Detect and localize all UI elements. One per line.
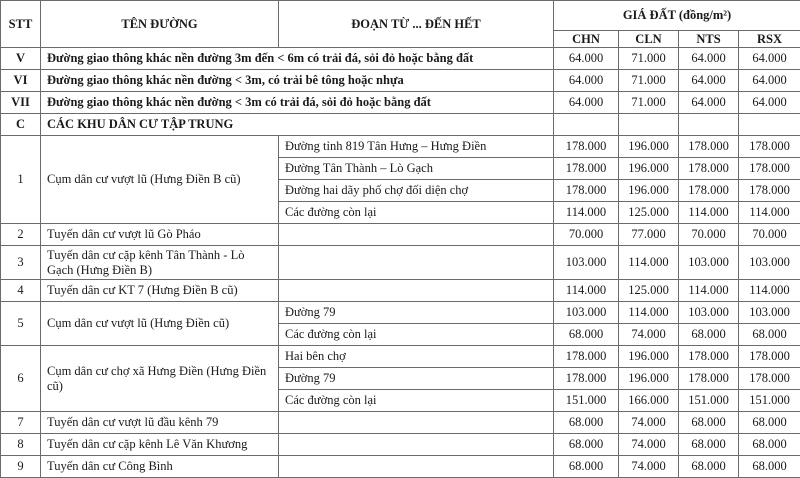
price-chn: 103.000 (554, 246, 619, 280)
header-gia-dat: GIÁ ĐẤT (đồng/m²) (554, 1, 800, 31)
price-nts: 68.000 (679, 456, 739, 478)
price-nts: 151.000 (679, 390, 739, 412)
price-cln: 74.000 (619, 412, 679, 434)
price-rsx: 68.000 (739, 456, 800, 478)
price-nts: 103.000 (679, 302, 739, 324)
price-nts: 178.000 (679, 346, 739, 368)
segment-cell: Đường hai dãy phố chợ đối diện chợ (279, 180, 554, 202)
price-rsx: 103.000 (739, 302, 800, 324)
price-nts: 178.000 (679, 180, 739, 202)
stt-cell: VI (1, 70, 41, 92)
price-nts: 114.000 (679, 280, 739, 302)
stt-cell: VII (1, 92, 41, 114)
price-nts: 68.000 (679, 434, 739, 456)
price-nts: 114.000 (679, 202, 739, 224)
price-nts: 178.000 (679, 136, 739, 158)
price-rsx: 64.000 (739, 92, 800, 114)
price-chn: 114.000 (554, 280, 619, 302)
price-rsx: 178.000 (739, 346, 800, 368)
price-cln: 77.000 (619, 224, 679, 246)
road-name-cell: Đường giao thông khác nền đường < 3m có trải đá, sỏi đỏ hoặc bằng đất (41, 92, 554, 114)
price-cln: 166.000 (619, 390, 679, 412)
price-chn: 68.000 (554, 456, 619, 478)
segment-cell: Các đường còn lại (279, 324, 554, 346)
price-rsx: 178.000 (739, 180, 800, 202)
price-cln: 74.000 (619, 456, 679, 478)
price-cln: 74.000 (619, 434, 679, 456)
table-row (1, 456, 800, 478)
segment-cell (279, 456, 554, 478)
road-name-cell: Tuyến dân cư cặp kênh Tân Thành - Lò Gạch (Hưng Điền B) (41, 246, 279, 280)
table-row (1, 434, 800, 456)
price-chn: 178.000 (554, 158, 619, 180)
price-rsx: 114.000 (739, 280, 800, 302)
price-chn: 114.000 (554, 202, 619, 224)
stt-cell: 3 (1, 246, 41, 280)
price-nts: 103.000 (679, 246, 739, 280)
header-nts: NTS (679, 31, 739, 48)
table-row (1, 412, 800, 434)
stt-cell: 9 (1, 456, 41, 478)
header-rsx: RSX (739, 31, 800, 48)
road-name-cell: Đường giao thông khác nền đường < 3m, có trải bê tông hoặc nhựa (41, 70, 554, 92)
price-rsx: 70.000 (739, 224, 800, 246)
price-chn: 68.000 (554, 434, 619, 456)
price-cln: 114.000 (619, 246, 679, 280)
price-nts: 64.000 (679, 48, 739, 70)
road-name-cell: Cụm dân cư vượt lũ (Hưng Điền B cũ) (41, 136, 279, 224)
segment-cell (279, 412, 554, 434)
price-cln: 114.000 (619, 302, 679, 324)
price-cln: 71.000 (619, 48, 679, 70)
stt-cell: 6 (1, 346, 41, 412)
header-ten-duong: TÊN ĐƯỜNG (41, 1, 279, 48)
price-rsx: 178.000 (739, 158, 800, 180)
price-cln: 196.000 (619, 158, 679, 180)
price-rsx: 178.000 (739, 136, 800, 158)
stt-cell: 5 (1, 302, 41, 346)
road-name-cell: Tuyến dân cư vượt lũ Gò Pháo (41, 224, 279, 246)
price-nts: 178.000 (679, 158, 739, 180)
road-name-cell: Cụm dân cư vượt lũ (Hưng Điền cũ) (41, 302, 279, 346)
price-cln: 196.000 (619, 180, 679, 202)
stt-cell: 1 (1, 136, 41, 224)
price-chn: 178.000 (554, 136, 619, 158)
price-nts: 68.000 (679, 412, 739, 434)
price-rsx: 68.000 (739, 324, 800, 346)
stt-cell: V (1, 48, 41, 70)
header-stt: STT (1, 1, 41, 48)
price-rsx: 114.000 (739, 202, 800, 224)
segment-cell (279, 246, 554, 280)
header-row (1, 1, 800, 31)
table-row (1, 136, 800, 158)
stt-cell: 8 (1, 434, 41, 456)
price-cln: 196.000 (619, 136, 679, 158)
segment-cell (279, 280, 554, 302)
table-row (1, 246, 800, 280)
section-title: CÁC KHU DÂN CƯ TẬP TRUNG (41, 114, 554, 136)
price-nts: 70.000 (679, 224, 739, 246)
price-chn: 64.000 (554, 70, 619, 92)
price-chn: 178.000 (554, 368, 619, 390)
road-name-cell: Tuyến dân cư cặp kênh Lê Văn Khương (41, 434, 279, 456)
price-chn: 178.000 (554, 180, 619, 202)
segment-cell: Các đường còn lại (279, 202, 554, 224)
price-chn: 70.000 (554, 224, 619, 246)
table-row (1, 346, 800, 368)
price-nts: 68.000 (679, 324, 739, 346)
price-cln: 71.000 (619, 70, 679, 92)
stt-cell: 2 (1, 224, 41, 246)
segment-cell (279, 224, 554, 246)
stt-cell: 4 (1, 280, 41, 302)
segment-cell: Hai bên chợ (279, 346, 554, 368)
segment-cell: Đường Tân Thành – Lò Gạch (279, 158, 554, 180)
price-cln: 196.000 (619, 346, 679, 368)
price-chn: 178.000 (554, 346, 619, 368)
price-rsx: 151.000 (739, 390, 800, 412)
segment-cell: Đường tỉnh 819 Tân Hưng – Hưng Điền (279, 136, 554, 158)
price-rsx: 64.000 (739, 48, 800, 70)
road-name-cell: Tuyến dân cư KT 7 (Hưng Điền B cũ) (41, 280, 279, 302)
header-chn: CHN (554, 31, 619, 48)
stt-cell: C (1, 114, 41, 136)
price-nts: 64.000 (679, 70, 739, 92)
price-chn: 68.000 (554, 324, 619, 346)
price-rsx: 68.000 (739, 412, 800, 434)
table-row (1, 70, 800, 92)
price-chn: 151.000 (554, 390, 619, 412)
header-cln: CLN (619, 31, 679, 48)
stt-cell: 7 (1, 412, 41, 434)
header-doan-tu: ĐOẠN TỪ ... ĐẾN HẾT (279, 1, 554, 48)
table-row (1, 302, 800, 324)
price-nts: 64.000 (679, 92, 739, 114)
segment-cell: Đường 79 (279, 368, 554, 390)
price-cln: 196.000 (619, 368, 679, 390)
table-row (1, 280, 800, 302)
road-name-cell: Cụm dân cư chợ xã Hưng Điền (Hưng Điền cũ) (41, 346, 279, 412)
segment-cell (279, 434, 554, 456)
price-rsx: 178.000 (739, 368, 800, 390)
segment-cell: Các đường còn lại (279, 390, 554, 412)
segment-cell: Đường 79 (279, 302, 554, 324)
section-row (1, 114, 800, 136)
table-row (1, 48, 800, 70)
price-cln: 125.000 (619, 280, 679, 302)
price-cln: 71.000 (619, 92, 679, 114)
price-rsx: 103.000 (739, 246, 800, 280)
price-rsx: 68.000 (739, 434, 800, 456)
price-chn: 64.000 (554, 92, 619, 114)
price-chn: 103.000 (554, 302, 619, 324)
road-name-cell: Tuyến dân cư vượt lũ đầu kênh 79 (41, 412, 279, 434)
price-nts: 178.000 (679, 368, 739, 390)
road-name-cell: Đường giao thông khác nền đường 3m đến < 6m có trải đá, sỏi đỏ hoặc bằng đất (41, 48, 554, 70)
price-rsx: 64.000 (739, 70, 800, 92)
price-cln: 74.000 (619, 324, 679, 346)
table-row (1, 92, 800, 114)
table-row (1, 224, 800, 246)
price-chn: 64.000 (554, 48, 619, 70)
price-cln: 125.000 (619, 202, 679, 224)
price-chn: 68.000 (554, 412, 619, 434)
road-name-cell: Tuyến dân cư Công Bình (41, 456, 279, 478)
